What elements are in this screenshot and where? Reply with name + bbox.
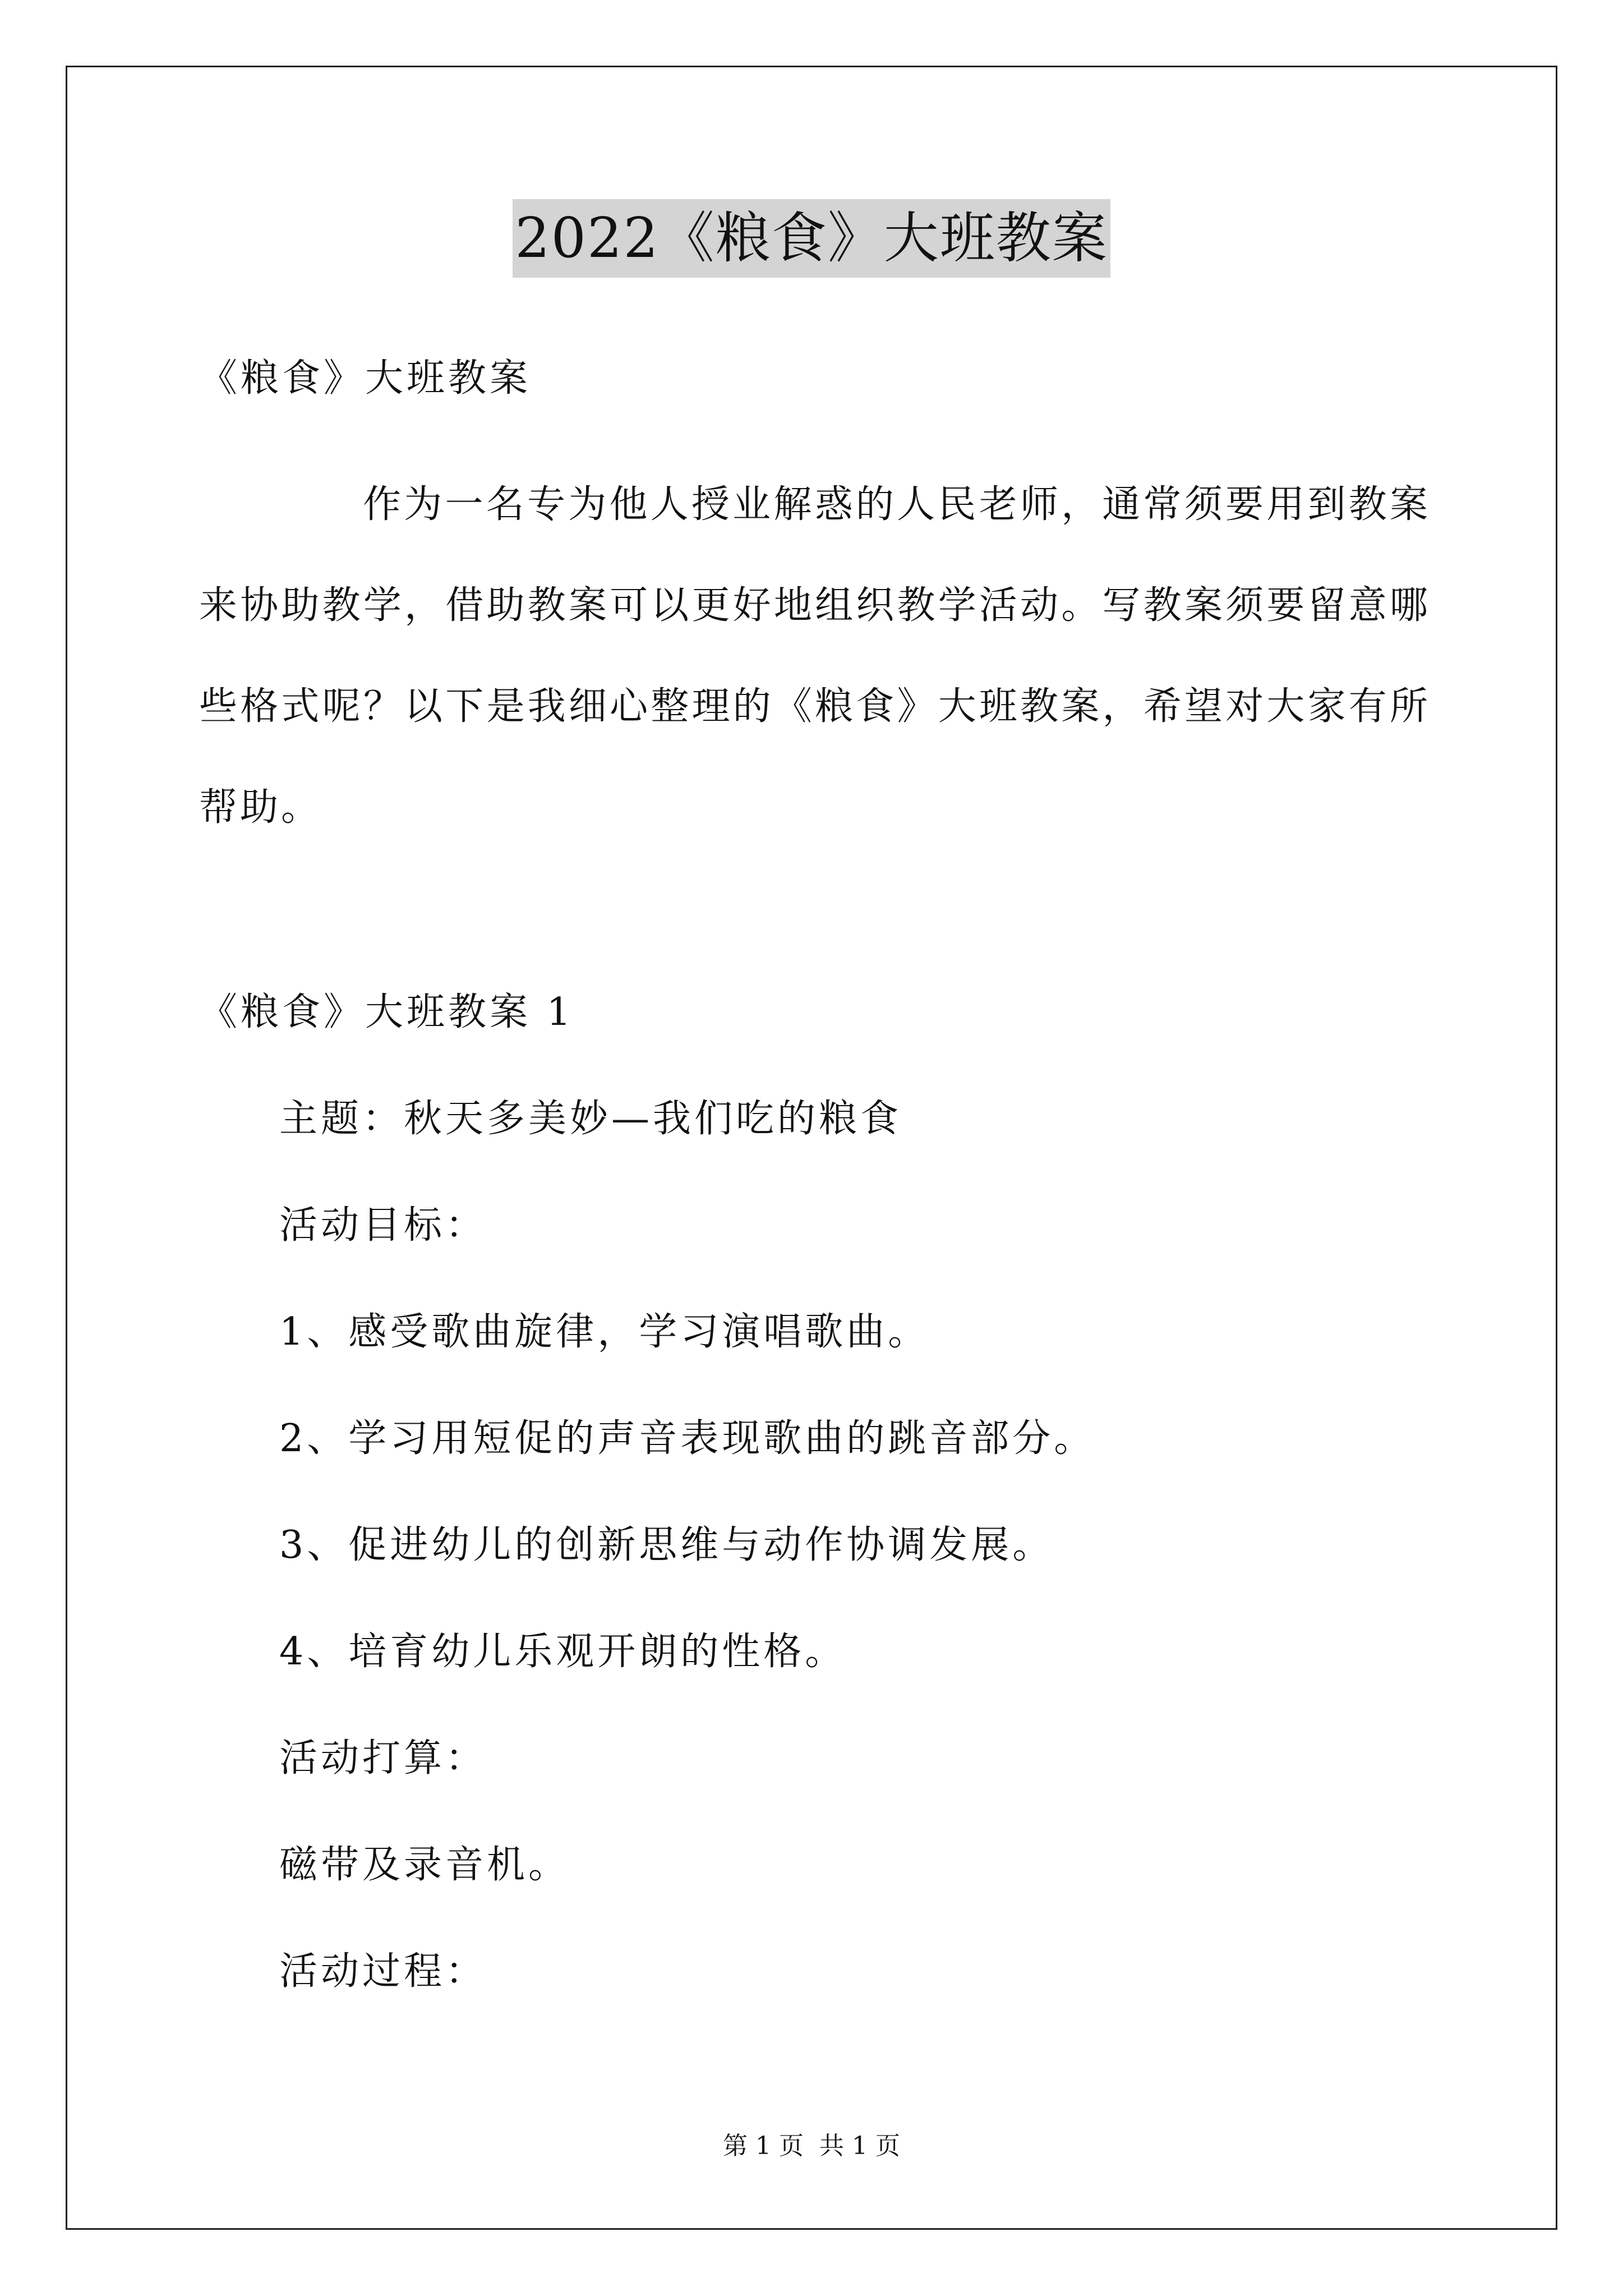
page-number: 第 1 页 — [723, 2132, 804, 2160]
title-container — [0, 199, 1623, 278]
goal-item: 4、培育幼儿乐观开朗的性格。 — [279, 1630, 847, 1674]
document-title: 2022《粮食》大班教案 — [513, 199, 1110, 278]
document-subtitle: 《粮食》大班教案 — [199, 356, 532, 401]
section-heading: 《粮食》大班教案 1 — [199, 990, 574, 1034]
goal-item: 3、促进幼儿的创新思维与动作协调发展。 — [279, 1523, 1054, 1567]
prep-text: 磁带及录音机。 — [279, 1843, 570, 1887]
page-total: 共 1 页 — [819, 2132, 900, 2160]
intro-paragraph: 作为一名专为他人授业解惑的人民老师，通常须要用到教案来协助教学，借助教案可以更好地组织教学活动。写教案须要留意哪些格式呢？以下是我细心整理的《粮食》大班教案，希望对大家有所帮助。 — [199, 482, 1431, 830]
goals-heading: 活动目标： — [279, 1203, 487, 1248]
prep-heading: 活动打算： — [279, 1736, 487, 1780]
page-footer — [0, 2129, 1623, 2163]
theme-line: 主题：秋天多美妙—我们吃的粮食 — [279, 1097, 902, 1141]
goal-item: 1、感受歌曲旋律，学习演唱歌曲。 — [279, 1310, 930, 1354]
process-heading: 活动过程： — [279, 1949, 487, 1994]
goal-item: 2、学习用短促的声音表现歌曲的跳音部分。 — [279, 1416, 1096, 1461]
